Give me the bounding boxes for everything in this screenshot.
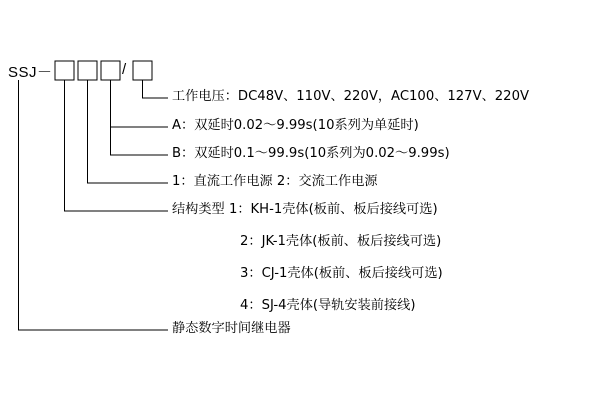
callout-range-a: A：双延时0.02～9.99s(10系列为单延时) (172, 118, 419, 133)
callout-structure-3: 3：CJ-1壳体(板前、板后接线可选) (240, 266, 443, 281)
callout-structure-4: 4：SJ-4壳体(导轨安装前接线) (240, 298, 416, 313)
callout-structure-2: 2：JK-1壳体(板前、板后接线可选) (240, 234, 442, 249)
code-separator: / (122, 61, 127, 78)
callout-voltage: 工作电压：DC48V、110V、220V，AC100、127V、220V (172, 89, 529, 104)
callout-product-name: 静态数字时间继电器 (172, 321, 291, 336)
callout-structure-type: 结构类型 1：KH-1壳体(板前、板后接线可选) (172, 202, 438, 217)
model-prefix: SSJ－ (8, 64, 53, 81)
callout-range-b: B：双延时0.1～99.9s(10系列为0.02～9.99s) (172, 146, 450, 161)
callout-power-supply: 1：直流工作电源 2：交流工作电源 (172, 174, 378, 189)
